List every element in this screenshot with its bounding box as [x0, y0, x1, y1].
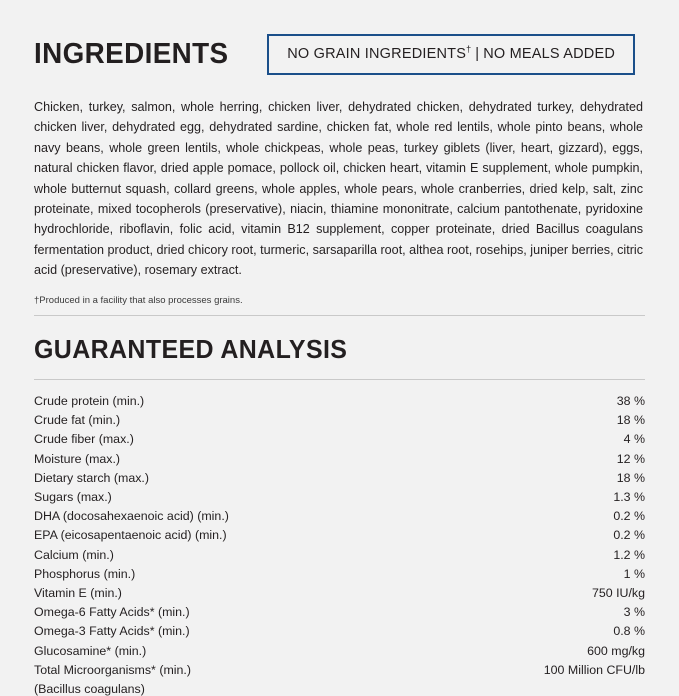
row-label: Sugars (max.)	[34, 490, 112, 505]
table-row	[34, 468, 645, 487]
row-value: 12 %	[616, 451, 645, 466]
row-value: 0.8 %	[613, 624, 645, 639]
row-value: 4 %	[623, 432, 645, 447]
row-value: 0.2 %	[613, 528, 645, 543]
claim-separator: |	[475, 46, 480, 62]
ingredients-header	[34, 34, 645, 75]
ingredients-list-text: Chicken, turkey, salmon, whole herring, chicken liver, dehydrated chicken, dehydrated turkey, dehydrated chicken liver, dehydrated egg, dehydrated sardine, chicken fat, whole red lentils, whole pinto beans, whole navy beans, whole green lentils, whole chickpeas, whole peas, turkey giblets (liver, heart, gizzard), eggs, natural chicken flavor, dried apple pomace, pollock oil, chicken heart, vitamin E supplement, whole pumpkin, whole butternut squash, collard greens, whole apples, whole pears, whole cranberries, dried kelp, salt, zinc proteinate, mixed tocopherols (preservative), niacin, thiamine mononitrate, calcium pantothenate, pyridoxine hydrochloride, riboflavin, folic acid, vitamin B12 supplement, copper proteinate, dried Bacillus coagulans fermentation product, dried chicory root, turmeric, sarsaparilla root, althea root, rosehips, juniper berries, citric acid (preservative), rosemary extract.	[34, 100, 643, 278]
guaranteed-analysis-table	[34, 392, 645, 680]
table-row	[34, 564, 645, 583]
ingredients-footnote: †Produced in a facility that also processes grains.	[34, 294, 243, 306]
table-row	[34, 507, 645, 526]
row-value: 18 %	[616, 470, 645, 485]
table-row	[34, 545, 645, 564]
row-label: Total Microorganisms* (min.)	[34, 662, 191, 677]
row-label: Calcium (min.)	[34, 547, 114, 562]
row-label: Omega-3 Fatty Acids* (min.)	[34, 624, 190, 639]
guaranteed-analysis-note: (Bacillus coagulans)	[34, 682, 145, 696]
row-value: 600 mg/kg	[587, 643, 645, 658]
row-label: Phosphorus (min.)	[34, 566, 136, 581]
table-row	[34, 411, 645, 430]
row-label: Dietary starch (max.)	[34, 470, 149, 485]
row-label: Crude fat (min.)	[34, 413, 121, 428]
claim-right-text: NO MEALS ADDED	[483, 46, 615, 62]
row-label: Moisture (max.)	[34, 451, 121, 466]
table-row	[34, 622, 645, 641]
guaranteed-analysis-body	[34, 392, 645, 680]
no-grain-claim-badge	[267, 34, 635, 75]
row-label: EPA (eicosapentaenoic acid) (min.)	[34, 528, 227, 543]
table-row	[34, 603, 645, 622]
table-row	[34, 487, 645, 506]
row-value: 3 %	[623, 605, 645, 620]
table-row	[34, 583, 645, 602]
row-value: 0.2 %	[613, 509, 645, 524]
row-value: 18 %	[616, 413, 645, 428]
row-label: Crude fiber (max.)	[34, 432, 134, 447]
row-value: 1 %	[623, 566, 645, 581]
row-label: Vitamin E (min.)	[34, 585, 122, 600]
claim-left-text: NO GRAIN INGREDIENTS	[287, 46, 467, 62]
table-row	[34, 526, 645, 545]
row-label: Omega-6 Fatty Acids* (min.)	[34, 605, 190, 620]
ingredients-title: INGREDIENTS	[34, 38, 229, 70]
table-row	[34, 660, 645, 679]
guaranteed-analysis-rule	[34, 379, 645, 380]
row-label: Glucosamine* (min.)	[34, 643, 147, 658]
row-value: 1.3 %	[613, 490, 645, 505]
section-divider	[34, 315, 645, 316]
table-row	[34, 449, 645, 468]
dagger-marker: †	[466, 44, 472, 55]
row-value: 1.2 %	[613, 547, 645, 562]
row-value: 750 IU/kg	[591, 585, 645, 600]
row-label: Crude protein (min.)	[34, 394, 145, 409]
table-row	[34, 392, 645, 411]
row-value: 38 %	[616, 394, 645, 409]
table-row	[34, 641, 645, 660]
row-label: DHA (docosahexaenoic acid) (min.)	[34, 509, 229, 524]
guaranteed-analysis-title: GUARANTEED ANALYSIS	[34, 333, 348, 364]
table-row	[34, 430, 645, 449]
row-value: 100 Million CFU/lb	[543, 662, 645, 677]
